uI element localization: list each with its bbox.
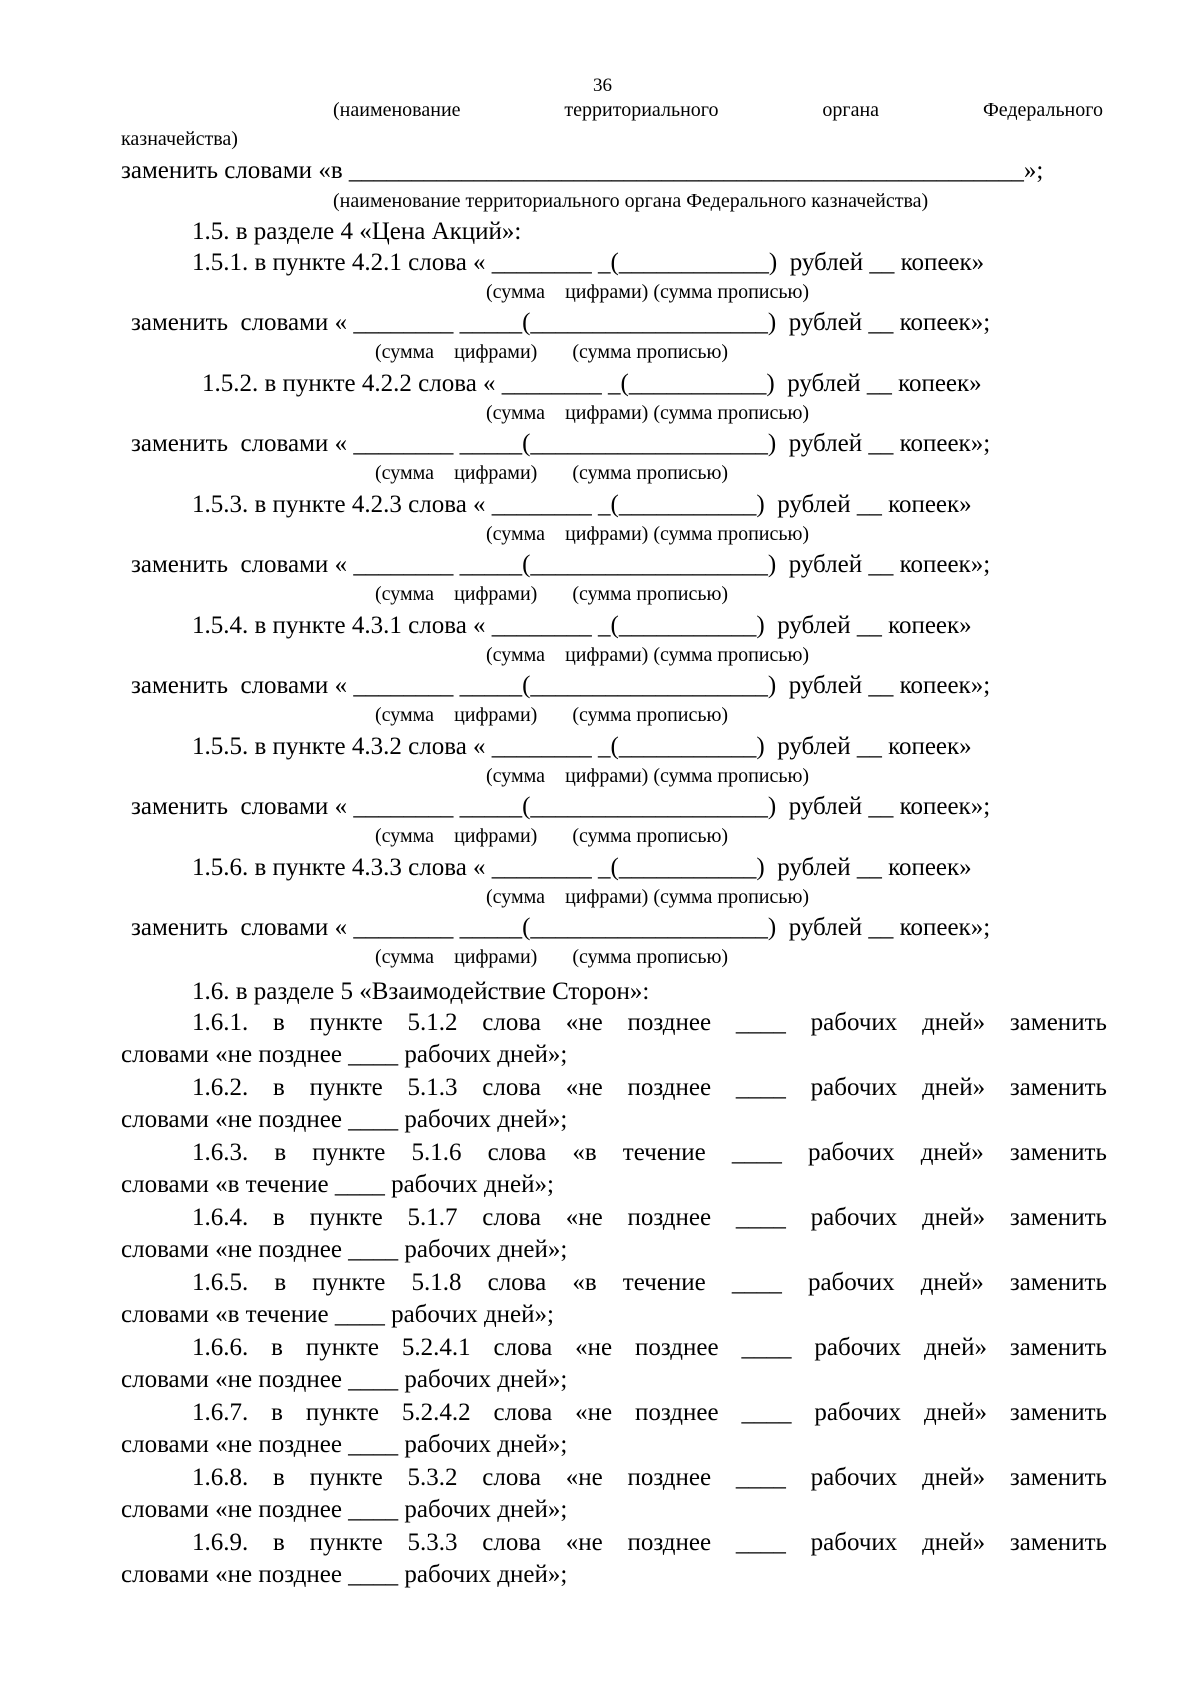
deadline-word: заменить (1009, 1139, 1107, 1166)
price-replace-line: заменить словами « ________ _____(___________________) рублей __ копеек»; (131, 309, 991, 336)
deadline-item-line1 (192, 1528, 1107, 1558)
price-item-line: 1.5.4. в пункте 4.3.1 слова « ________ _(___________) рублей __ копеек» (192, 612, 972, 639)
deadline-word: пункте (309, 1204, 383, 1231)
price-item-line: 1.5.3. в пункте 4.2.3 слова « ________ _(___________) рублей __ копеек» (192, 491, 972, 518)
caption-word: органа (822, 99, 880, 121)
deadline-word: позднее (627, 1074, 712, 1101)
deadline-word: 5.1.6 (411, 1139, 462, 1166)
deadline-word: заменить (1009, 1464, 1107, 1491)
deadline-word: рабочих (810, 1074, 898, 1101)
price-replace-caption: (сумма цифрами) (сумма прописью) (375, 462, 729, 484)
price-item-caption: (сумма цифрами) (сумма прописью) (486, 886, 810, 908)
deadline-word: пункте (309, 1529, 383, 1556)
deadline-word: ____ (735, 1529, 786, 1556)
deadline-word: заменить (1009, 1009, 1107, 1036)
header-caption-line2: (наименование территориального органа Федерального казначейства) (333, 190, 929, 212)
deadline-word: заменить (1009, 1074, 1107, 1101)
deadline-word: слова (482, 1204, 541, 1231)
deadline-word: слова (482, 1074, 541, 1101)
deadline-word: пункте (309, 1009, 383, 1036)
deadline-word: «не (565, 1529, 603, 1556)
deadline-word: в (271, 1334, 283, 1361)
deadline-word: дней» (920, 1269, 984, 1296)
deadline-word: течение (622, 1139, 706, 1166)
deadline-item-line1 (192, 1073, 1107, 1103)
section-1-5-heading: 1.5. в разделе 4 «Цена Акций»: (192, 218, 522, 245)
deadline-word: ____ (731, 1139, 782, 1166)
deadline-word: в (271, 1399, 283, 1426)
price-replace-line: заменить словами « ________ _____(___________________) рублей __ копеек»; (131, 672, 991, 699)
deadline-word: пункте (305, 1334, 379, 1361)
deadline-item-line2: словами «в течение ____ рабочих дней»; (121, 1301, 554, 1328)
deadline-word: слова (487, 1269, 547, 1296)
price-item-caption: (сумма цифрами) (сумма прописью) (486, 402, 810, 424)
deadline-word: 5.1.7 (407, 1204, 458, 1231)
deadline-item-line1 (192, 1138, 1107, 1168)
price-item-caption: (сумма цифрами) (сумма прописью) (486, 523, 810, 545)
deadline-item-line2: словами «в течение ____ рабочих дней»; (121, 1171, 554, 1198)
section-1-6-heading: 1.6. в разделе 5 «Взаимодействие Сторон»: (192, 978, 650, 1005)
price-item-caption: (сумма цифрами) (сумма прописью) (486, 281, 810, 303)
price-item-line: 1.5.1. в пункте 4.2.1 слова « ________ _(____________) рублей __ копеек» (192, 249, 985, 276)
deadline-word: 1.6.9. (192, 1529, 249, 1556)
deadline-word: дней» (920, 1139, 984, 1166)
deadline-item-line2: словами «не позднее ____ рабочих дней»; (121, 1496, 568, 1523)
deadline-word: в (274, 1139, 287, 1166)
deadline-item-line2: словами «не позднее ____ рабочих дней»; (121, 1366, 568, 1393)
deadline-item-line2: словами «не позднее ____ рабочих дней»; (121, 1431, 568, 1458)
price-item-caption: (сумма цифрами) (сумма прописью) (486, 644, 810, 666)
deadline-item-line2: словами «не позднее ____ рабочих дней»; (121, 1041, 568, 1068)
deadline-word: дней» (923, 1399, 988, 1426)
price-item-line: 1.5.5. в пункте 4.3.2 слова « ________ _(___________) рублей __ копеек» (192, 733, 972, 760)
deadline-word: рабочих (807, 1139, 895, 1166)
deadline-word: слова (482, 1529, 541, 1556)
deadline-word: пункте (305, 1399, 379, 1426)
deadline-word: пункте (309, 1464, 383, 1491)
deadline-word: слова (493, 1334, 553, 1361)
deadline-word: 5.2.4.1 (401, 1334, 471, 1361)
deadline-word: «не (565, 1009, 603, 1036)
deadline-word: 1.6.8. (192, 1464, 249, 1491)
price-replace-line: заменить словами « ________ _____(___________________) рублей __ копеек»; (131, 430, 991, 457)
deadline-word: позднее (635, 1399, 719, 1426)
deadline-word: дней» (922, 1009, 986, 1036)
deadline-word: слова (482, 1464, 541, 1491)
deadline-word: ____ (731, 1269, 782, 1296)
price-replace-line: заменить словами « ________ _____(___________________) рублей __ копеек»; (131, 551, 991, 578)
deadline-word: 1.6.6. (192, 1334, 249, 1361)
deadline-word: в (273, 1074, 285, 1101)
deadline-word: заменить (1009, 1529, 1107, 1556)
price-item-caption: (сумма цифрами) (сумма прописью) (486, 765, 810, 787)
deadline-item-line2: словами «не позднее ____ рабочих дней»; (121, 1106, 568, 1133)
deadline-word: позднее (627, 1204, 712, 1231)
deadline-word: слова (487, 1139, 547, 1166)
deadline-item-line1 (192, 1398, 1107, 1428)
deadline-item-line2: словами «не позднее ____ рабочих дней»; (121, 1561, 568, 1588)
deadline-item-line1 (192, 1203, 1107, 1233)
deadline-word: рабочих (810, 1204, 898, 1231)
price-replace-line: заменить словами « ________ _____(___________________) рублей __ копеек»; (131, 914, 991, 941)
price-item-line: 1.5.6. в пункте 4.3.3 слова « ________ _(___________) рублей __ копеек» (192, 854, 972, 881)
price-replace-caption: (сумма цифрами) (сумма прописью) (375, 341, 729, 363)
deadline-word: ____ (741, 1334, 792, 1361)
price-item-line: 1.5.2. в пункте 4.2.2 слова « ________ _(___________) рублей __ копеек» (202, 370, 982, 397)
price-replace-caption: (сумма цифрами) (сумма прописью) (375, 825, 729, 847)
deadline-word: позднее (627, 1529, 712, 1556)
deadline-word: 1.6.2. (192, 1074, 249, 1101)
header-caption-tail: казначейства) (121, 128, 238, 150)
deadline-word: дней» (922, 1529, 986, 1556)
header-caption-line1 (333, 98, 1103, 122)
deadline-word: дней» (922, 1464, 986, 1491)
deadline-word: дней» (922, 1074, 986, 1101)
deadline-word: ____ (735, 1009, 786, 1036)
deadline-word: рабочих (807, 1269, 895, 1296)
deadline-word: «в (572, 1269, 597, 1296)
deadline-word: рабочих (810, 1529, 898, 1556)
caption-word: территориального (564, 99, 719, 121)
deadline-word: рабочих (810, 1009, 898, 1036)
deadline-word: позднее (627, 1464, 712, 1491)
deadline-word: рабочих (814, 1399, 902, 1426)
deadline-word: рабочих (810, 1464, 898, 1491)
deadline-word: в (273, 1464, 285, 1491)
deadline-item-line1 (192, 1463, 1107, 1493)
deadline-item-line2: словами «не позднее ____ рабочих дней»; (121, 1236, 568, 1263)
deadline-word: ____ (735, 1204, 786, 1231)
deadline-word: 5.2.4.2 (401, 1399, 471, 1426)
deadline-word: течение (622, 1269, 706, 1296)
caption-word: Федерального (982, 99, 1103, 121)
deadline-word: 5.3.2 (407, 1464, 458, 1491)
price-replace-caption: (сумма цифрами) (сумма прописью) (375, 583, 729, 605)
deadline-word: 1.6.5. (192, 1269, 249, 1296)
deadline-word: в (273, 1204, 285, 1231)
price-replace-caption: (сумма цифрами) (сумма прописью) (375, 704, 729, 726)
deadline-word: дней» (923, 1334, 988, 1361)
deadline-word: заменить (1009, 1334, 1107, 1361)
deadline-word: «в (572, 1139, 597, 1166)
deadline-word: пункте (312, 1269, 386, 1296)
deadline-word: «не (565, 1074, 603, 1101)
deadline-word: 5.1.2 (407, 1009, 458, 1036)
deadline-word: позднее (627, 1009, 712, 1036)
deadline-word: слова (493, 1399, 553, 1426)
deadline-word: заменить (1009, 1269, 1107, 1296)
deadline-word: ____ (735, 1464, 786, 1491)
deadline-item-line1 (192, 1268, 1107, 1298)
deadline-word: 1.6.7. (192, 1399, 249, 1426)
deadline-word: в (273, 1529, 285, 1556)
deadline-word: слова (482, 1009, 541, 1036)
header-replace-line: заменить словами «в ______________________________________________________»; (121, 157, 1044, 184)
price-replace-caption: (сумма цифрами) (сумма прописью) (375, 946, 729, 968)
deadline-word: «не (565, 1204, 603, 1231)
deadline-word: ____ (741, 1399, 792, 1426)
deadline-word: дней» (922, 1204, 986, 1231)
deadline-word: 5.1.8 (411, 1269, 462, 1296)
deadline-word: 5.3.3 (407, 1529, 458, 1556)
deadline-word: позднее (635, 1334, 719, 1361)
deadline-word: 1.6.4. (192, 1204, 249, 1231)
deadline-word: ____ (735, 1074, 786, 1101)
deadline-item-line1 (192, 1333, 1107, 1363)
deadline-word: заменить (1009, 1204, 1107, 1231)
page-number: 36 (593, 75, 612, 96)
deadline-word: пункте (312, 1139, 386, 1166)
deadline-word: 5.1.3 (407, 1074, 458, 1101)
deadline-word: в (274, 1269, 287, 1296)
deadline-word: «не (575, 1334, 613, 1361)
deadline-item-line1 (192, 1008, 1107, 1038)
deadline-word: «не (575, 1399, 613, 1426)
deadline-word: заменить (1009, 1399, 1107, 1426)
deadline-word: «не (565, 1464, 603, 1491)
price-replace-line: заменить словами « ________ _____(___________________) рублей __ копеек»; (131, 793, 991, 820)
deadline-word: пункте (309, 1074, 383, 1101)
caption-word: (наименование (333, 99, 461, 121)
deadline-word: 1.6.3. (192, 1139, 249, 1166)
deadline-word: в (273, 1009, 285, 1036)
deadline-word: рабочих (814, 1334, 902, 1361)
deadline-word: 1.6.1. (192, 1009, 249, 1036)
